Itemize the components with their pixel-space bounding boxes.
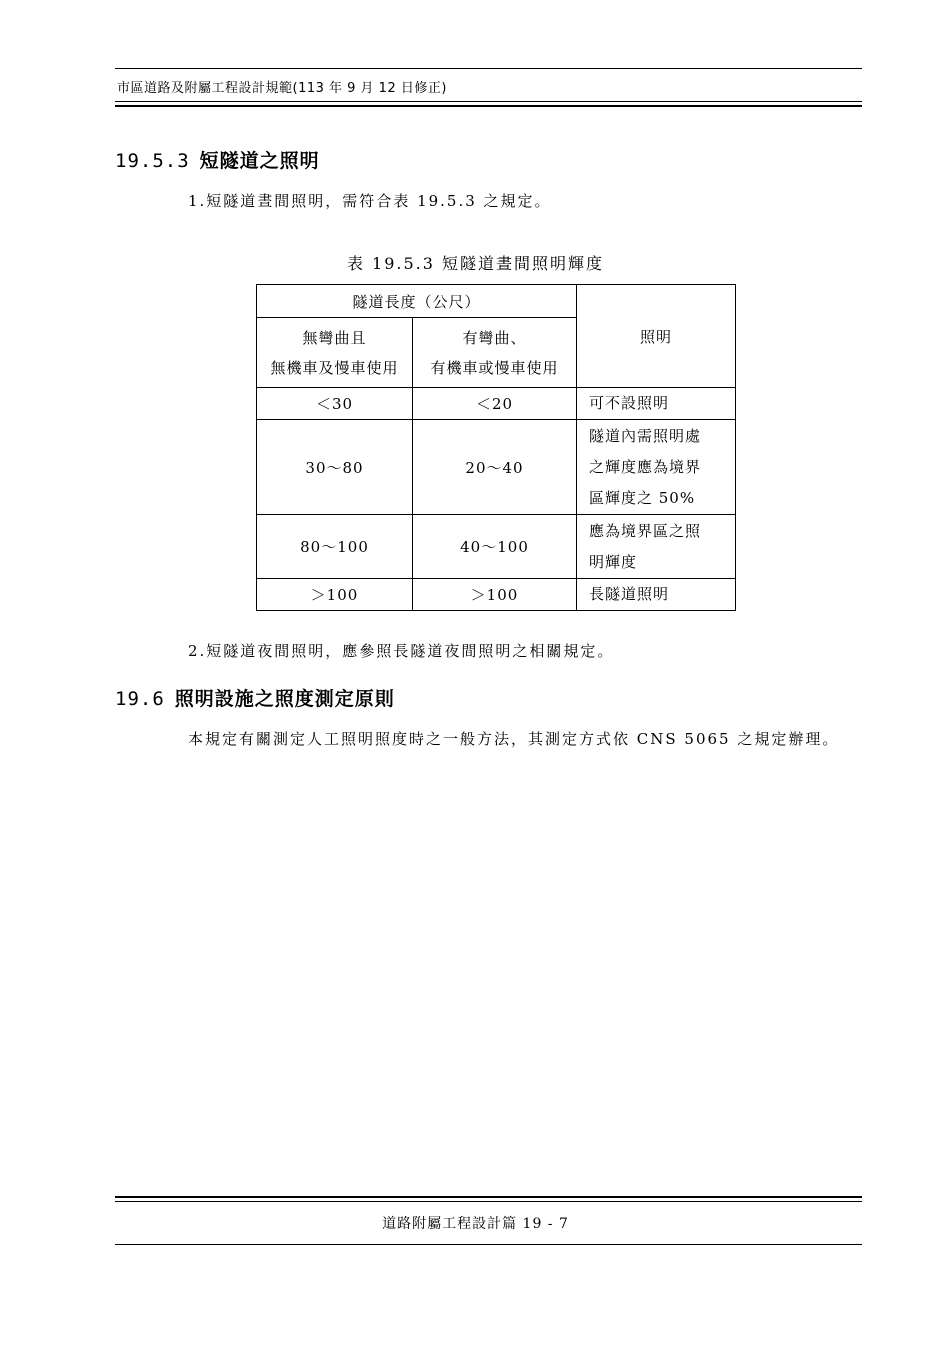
table-cell: 20～40 xyxy=(413,420,577,515)
table-cell: 80～100 xyxy=(257,515,413,579)
header-rule-top xyxy=(115,68,862,69)
page-footer: 道路附屬工程設計篇 19 - 7 xyxy=(382,1216,569,1232)
paragraph-19-6-body: 本規定有關測定人工照明照度時之一般方法，其測定方式依 CNS 5065 之規定辦理。 xyxy=(188,730,840,748)
section-heading-19-6 xyxy=(115,684,395,711)
table-row xyxy=(257,579,736,611)
table-cell-line: 區輝度之 50% xyxy=(589,488,696,507)
table-cell: 可不設照明 xyxy=(577,388,736,420)
table-cell: 長隧道照明 xyxy=(577,579,736,611)
table-row xyxy=(257,515,736,579)
table-cell: 40～100 xyxy=(413,515,577,579)
footer-rule-thick xyxy=(115,1196,862,1198)
footer-rule-thin xyxy=(115,1201,862,1202)
table-header-col2 xyxy=(413,318,577,388)
table-header-lighting: 照明 xyxy=(577,285,736,388)
table-row xyxy=(257,420,736,515)
section-title: 短隧道之照明 xyxy=(199,150,320,172)
section-number: 19.6 xyxy=(115,688,165,710)
paragraph-item-1: 1.短隧道晝間照明，需符合表 19.5.3 之規定。 xyxy=(188,192,552,210)
table-cell-line: 應為境界區之照 xyxy=(589,521,702,540)
table-cell: 30～80 xyxy=(257,420,413,515)
table-header-col2-line2: 有機車或慢車使用 xyxy=(430,358,559,377)
luminance-table xyxy=(256,284,736,611)
table-cell: ＞100 xyxy=(413,579,577,611)
table-cell-line: 明輝度 xyxy=(589,552,638,571)
table-cell: ＞100 xyxy=(257,579,413,611)
table-cell xyxy=(577,515,736,579)
footer-rule-bottom xyxy=(115,1244,862,1245)
table-cell-line: 隧道內需照明處 xyxy=(589,426,702,445)
table-cell-line: 之輝度應為境界 xyxy=(589,457,702,476)
section-title: 照明設施之照度測定原則 xyxy=(174,688,395,710)
section-heading-19-5-3 xyxy=(115,146,320,173)
table-cell: ＜30 xyxy=(257,388,413,420)
section-number: 19.5.3 xyxy=(115,150,190,172)
running-header: 市區道路及附屬工程設計規範(113 年 9 月 12 日修正) xyxy=(117,81,447,96)
table-group-header: 隧道長度（公尺） xyxy=(257,285,577,318)
table-header-col2-line1: 有彎曲、 xyxy=(462,328,527,347)
header-rule-bottom-thin xyxy=(115,101,862,102)
table-header-col1 xyxy=(257,318,413,388)
table-header-col1-line2: 無機車及慢車使用 xyxy=(270,358,399,377)
table-cell xyxy=(577,420,736,515)
table-caption: 表 19.5.3 短隧道晝間照明輝度 xyxy=(346,254,605,273)
header-rule-bottom-thick xyxy=(115,105,862,107)
paragraph-item-2: 2.短隧道夜間照明，應參照長隧道夜間照明之相關規定。 xyxy=(188,642,615,660)
table-header-col1-line1: 無彎曲且 xyxy=(302,328,367,347)
table-row xyxy=(257,388,736,420)
table-cell: ＜20 xyxy=(413,388,577,420)
